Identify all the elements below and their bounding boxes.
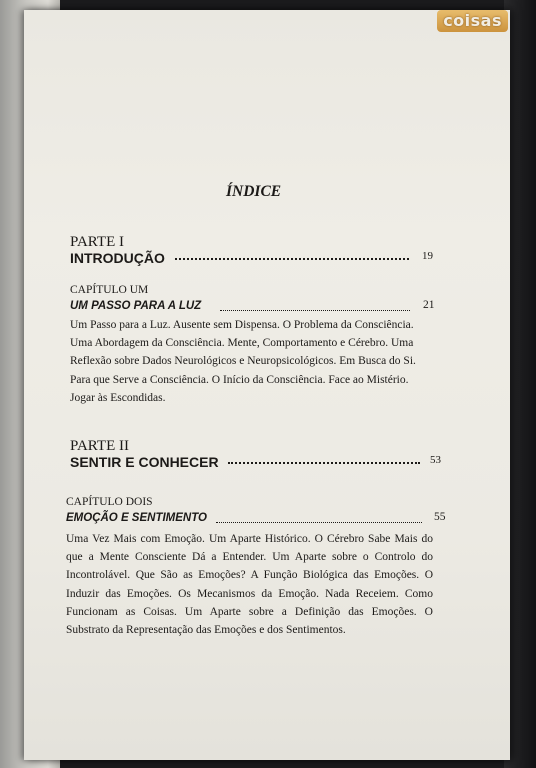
summary-line: Incontrolável. Que São as Emoções? A Função Biológica das Emoções. O	[66, 569, 433, 582]
chapter-2-title: EMOÇÃO E SENTIMENTO	[66, 512, 207, 524]
part-1-label: PARTE I	[70, 234, 124, 250]
part-1-page: 19	[422, 250, 433, 262]
summary-line: Induzir das Emoções. Os Mecanismos da Emoção. Nada Receiem. Como	[66, 587, 433, 600]
summary-line: Uma Vez Mais com Emoção. Um Aparte Histórico. O Cérebro Sabe Mais do	[66, 533, 433, 545]
chapter-1-leader-dots	[220, 310, 410, 311]
chapter-2-page: 55	[434, 511, 446, 523]
part-1-leader-dots	[175, 258, 409, 260]
index-title: ÍNDICE	[226, 183, 282, 200]
summary-line: Uma Abordagem da Consciência. Mente, Comportamento e Cérebro. Uma	[70, 337, 414, 350]
part-2-title: SENTIR E CONHECER	[70, 454, 219, 470]
chapter-2-summary	[66, 530, 433, 639]
chapter-1-page: 21	[423, 299, 435, 311]
summary-line: Um Passo para a Luz. Ausente sem Dispensa. O Problema da Consciência.	[70, 319, 414, 331]
part-2-label: PARTE II	[70, 438, 129, 454]
summary-line: Reflexão sobre Dados Neurológicos e Neuropsicológicos. Em Busca do Si.	[70, 355, 416, 368]
chapter-2-label: CAPÍTULO DOIS	[66, 496, 153, 508]
part-2-page: 53	[430, 454, 441, 466]
summary-line: que a Mente Consciente Dá a Entender. Um Aparte sobre o Controlo do	[66, 551, 433, 564]
summary-line: Funcionam as Coisas. Um Aparte sobre a Definição das Emoções. O	[66, 605, 433, 618]
chapter-1-label: CAPÍTULO UM	[70, 284, 149, 296]
summary-line: Substrato da Representação das Emoções e dos Sentimentos.	[66, 624, 346, 637]
chapter-2-leader-dots	[216, 522, 422, 523]
part-2-leader-dots	[228, 462, 420, 464]
part-1-title: INTRODUÇÃO	[70, 250, 165, 266]
summary-line: Para que Serve a Consciência. O Início da Consciência. Face ao Mistério.	[70, 373, 409, 386]
chapter-1-summary	[70, 316, 430, 407]
summary-line: Jogar às Escondidas.	[70, 391, 166, 404]
watermark-logo: coisas	[437, 10, 508, 32]
chapter-1-title: UM PASSO PARA A LUZ	[70, 300, 202, 312]
